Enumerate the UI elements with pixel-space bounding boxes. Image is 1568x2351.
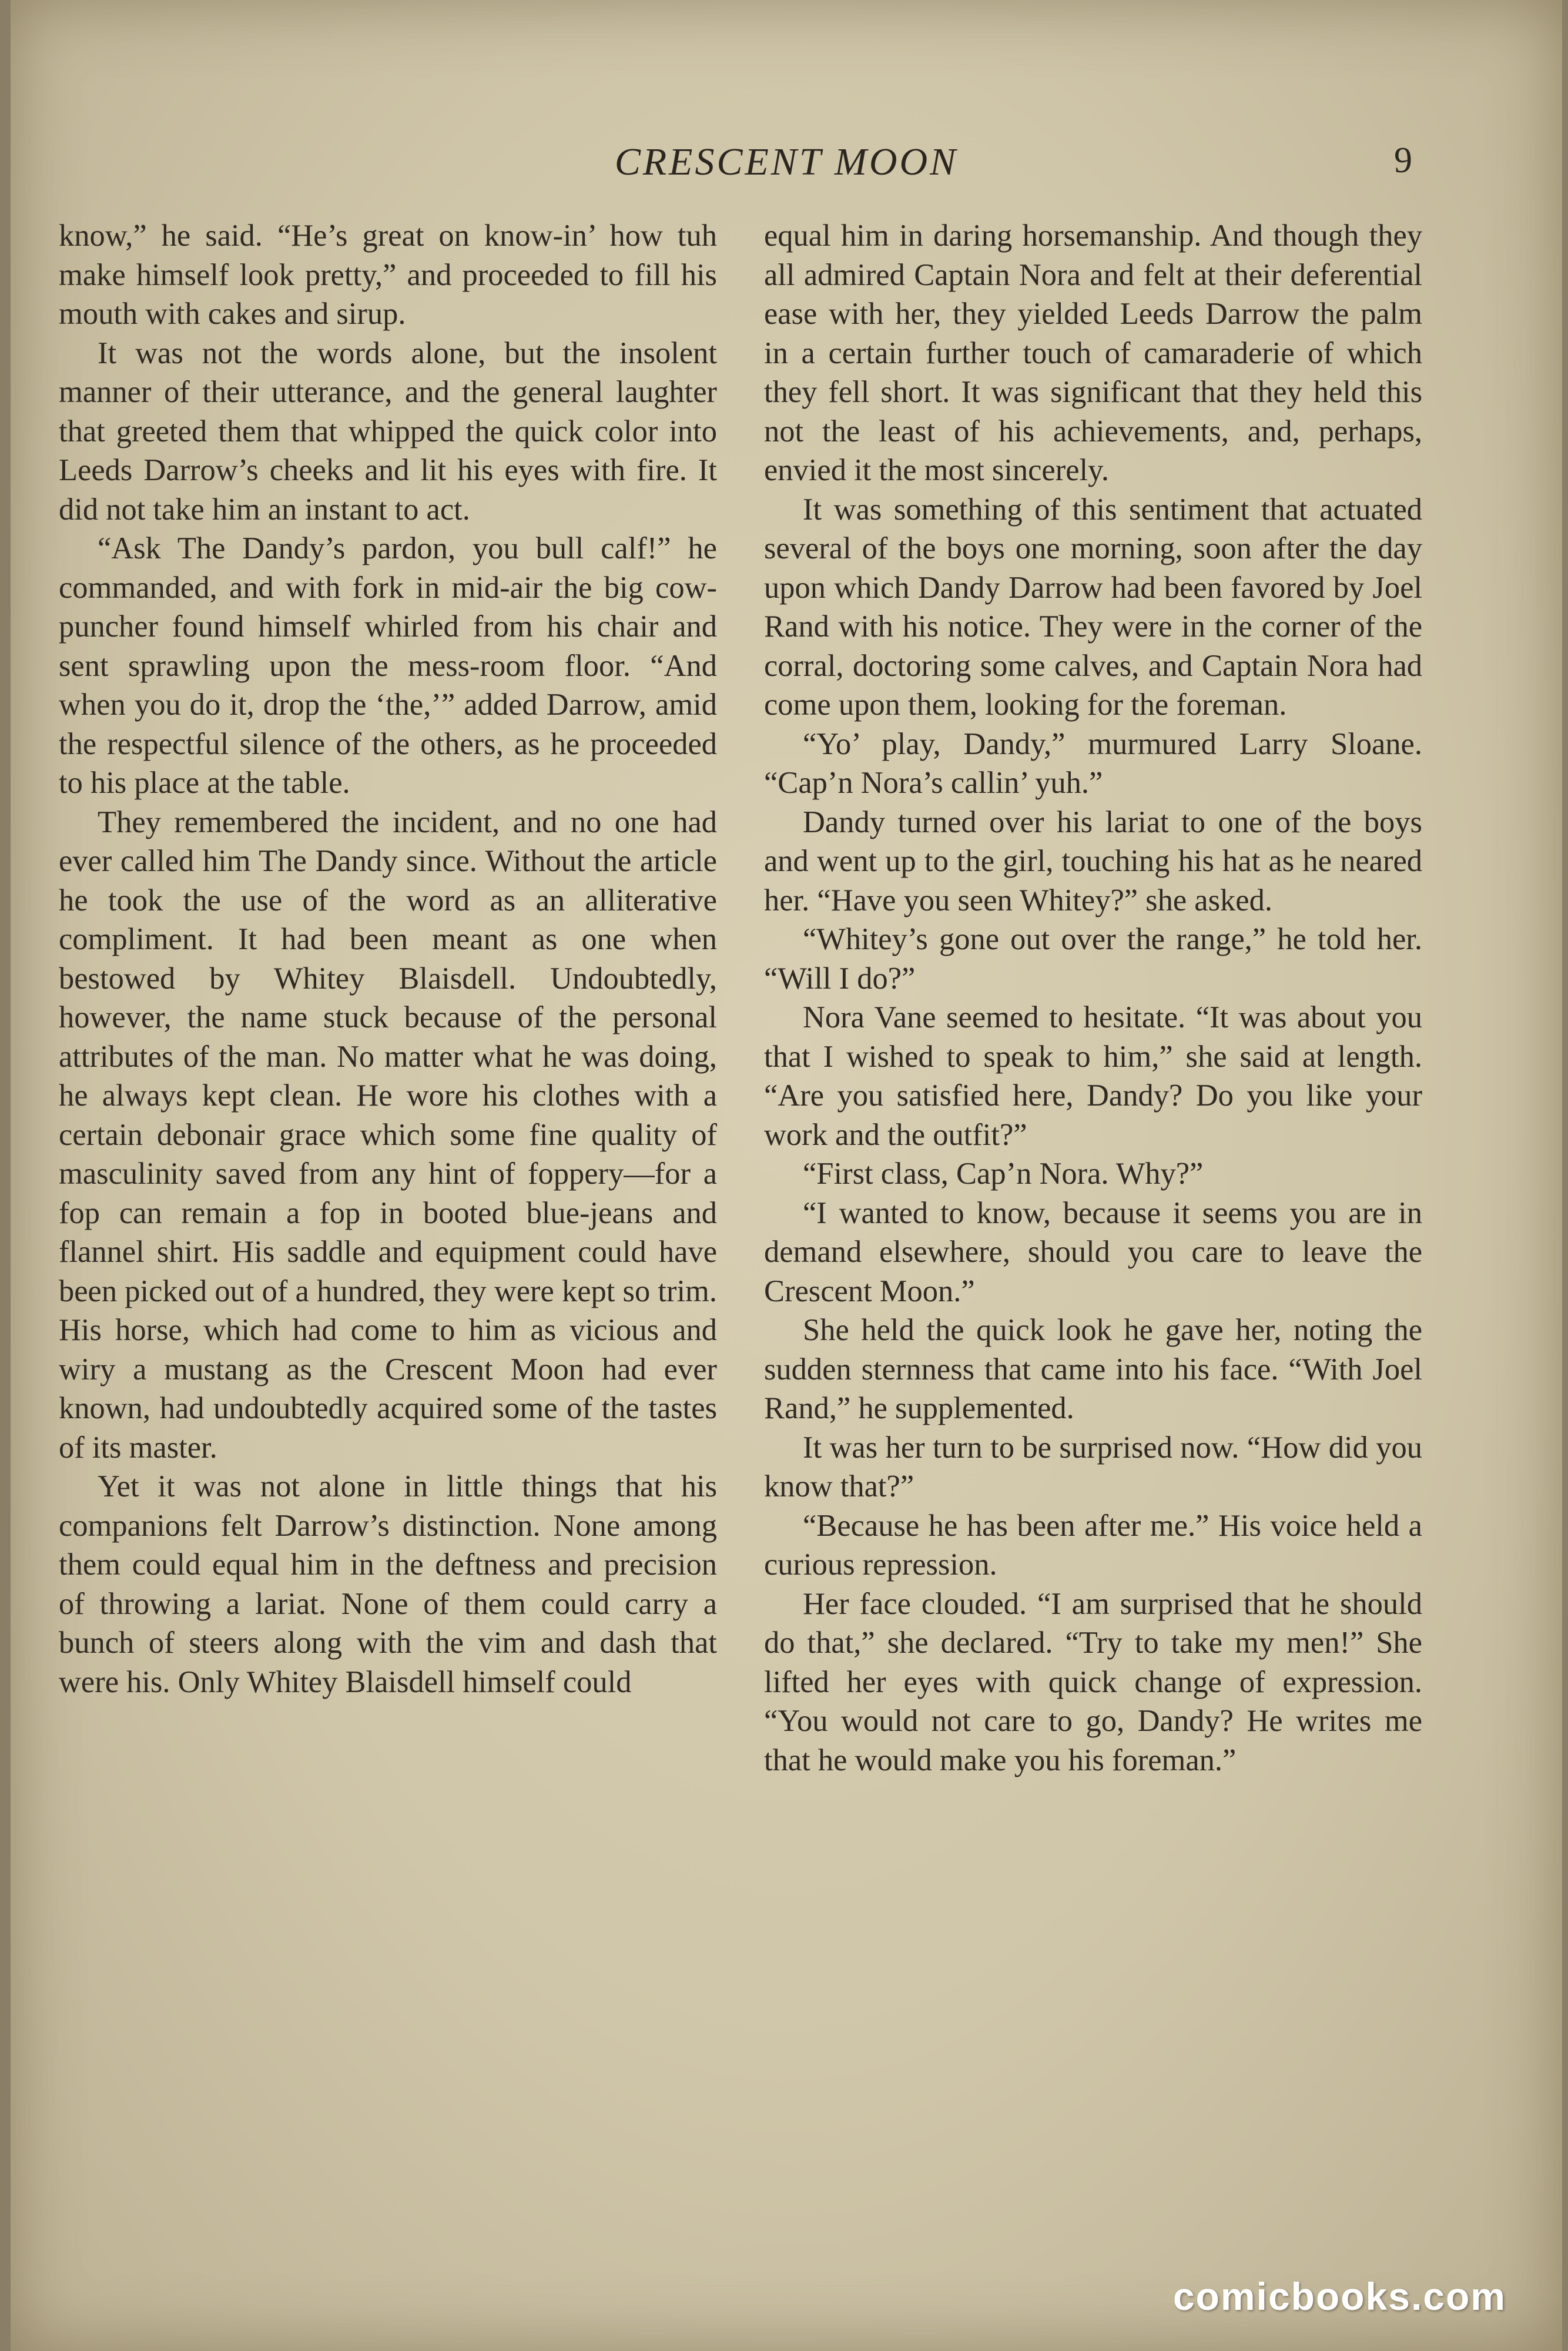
paragraph: Yet it was not alone in little things that his companions felt Darrow’s distinction. None among them could equal him in the deftness and precision of throwing a lariat. None of them could carry a bunch of steers along with the vim and dash that were his. Only Whitey Blaisdell himself could <box>59 1469 717 1699</box>
paragraph: She held the quick look he gave her, noting the sudden sternness that came into his face. “With Joel Rand,” he supplemented. <box>764 1313 1422 1425</box>
paragraph: “First class, Cap’n Nora. Why?” <box>803 1157 1204 1191</box>
paragraph: “Because he has been after me.” His voice held a curious repression. <box>764 1508 1422 1582</box>
page-number: 9 <box>1394 140 1412 180</box>
paragraph: “I wanted to know, because it seems you are in demand elsewhere, should you care to leave the Crescent Moon.” <box>764 1195 1422 1308</box>
book-page <box>11 0 1562 2351</box>
paragraph: They remembered the incident, and no one had ever called him The Dandy since. Without the article he took the use of the word as an alliterative compliment. It had been meant as one when bestowed by Whitey Blaisdell. Undoubtedly, however, the name stuck because of the personal attributes of the man. No matter what he was doing, he always kept clean. He wore his clothes with a certain debonair grace which some fine quality of masculinity saved from any hint of foppery—for a fop can remain a fop in booted blue-jeans and flannel shirt. His saddle and equipment could have been picked out of a hundred, they were kept so trim. His horse, which had come to him as vicious and wiry a mustang as the Crescent Moon had ever known, had undoubtedly acquired some of the tastes of its master. <box>59 805 717 1465</box>
running-title: CRESCENT MOON <box>614 140 959 183</box>
paragraph: It was her turn to be surprised now. “How did you know that?” <box>764 1430 1422 1503</box>
paragraph: “Yo’ play, Dandy,” murmured Larry Sloane. “Cap’n Nora’s callin’ yuh.” <box>764 726 1422 800</box>
paragraph: It was not the words alone, but the insolent manner of their utterance, and the general laughter that greeted them that whipped the quick color into Leeds Darrow’s cheeks and lit his eyes with fire. It did not take him an instant to act. <box>59 336 717 527</box>
paragraph: know,” he said. “He’s great on know-in’ how tuh make himself look pretty,” and proceeded to fill his mouth with cakes and sirup. <box>59 219 717 331</box>
text-column-right <box>764 216 1422 2173</box>
paragraph: Her face clouded. “I am surprised that he should do that,” she declared. “Try to take my men!” She lifted her eyes with quick change of expression. “You would not care to go, Dandy? He writes me that he would make you his foreman.” <box>764 1586 1422 1777</box>
paragraph: “Whitey’s gone out over the range,” he told her. “Will I do?” <box>764 922 1422 996</box>
paragraph: Dandy turned over his lariat to one of the boys and went up to the girl, touching his hat as he neared her. “Have you seen Whitey?” she asked. <box>764 805 1422 917</box>
text-column-left <box>59 216 717 2173</box>
paragraph: “Ask The Dandy’s pardon, you bull calf!” he commanded, and with fork in mid-air the big cow-puncher found himself whirled from his chair and sent sprawling upon the mess-room floor. “And when you do it, drop the ‘the,’” added Darrow, amid the respectful silence of the others, as he proceeded to his place at the table. <box>59 531 717 800</box>
page-header <box>11 140 1562 193</box>
paragraph: equal him in daring horsemanship. And though they all admired Captain Nora and felt at their deferential ease with her, they yielded Leeds Darrow the palm in a certain further touch of camaraderie of which they fell short. It was significant that they held this not the least of his achievements, and, perhaps, envied it the most sincerely. <box>764 219 1422 487</box>
paragraph: It was something of this sentiment that actuated several of the boys one morning, soon after the day upon which Dandy Darrow had been favored by Joel Rand with his notice. They were in the corner of the corral, doctoring some calves, and Captain Nora had come upon them, looking for the foreman. <box>764 492 1422 722</box>
paragraph: Nora Vane seemed to hesitate. “It was about you that I wished to speak to him,” she said at length. “Are you satisfied here, Dandy? Do you like your work and the outfit?” <box>764 1000 1422 1152</box>
site-watermark: comicbooks.com <box>1172 2275 1506 2318</box>
